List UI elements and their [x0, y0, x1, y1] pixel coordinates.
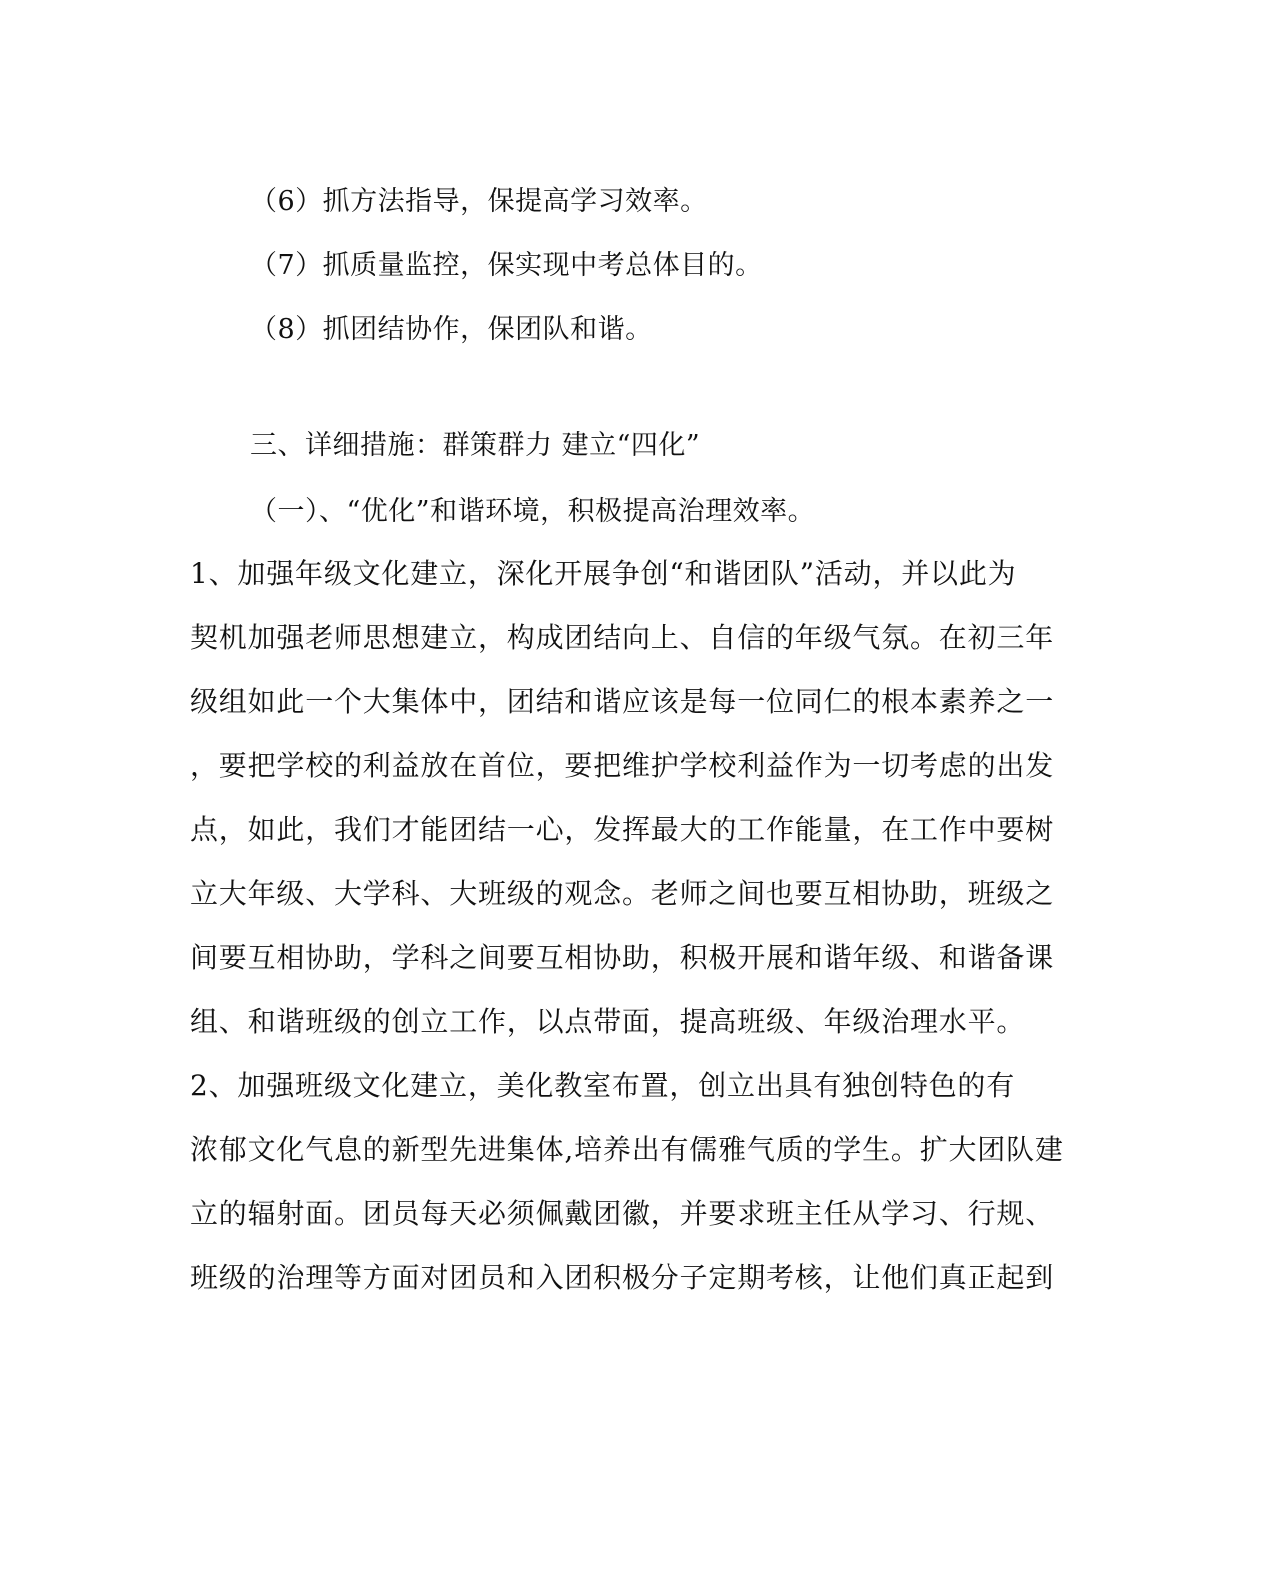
paragraph-line: 组、和谐班级的创立工作，以点带面，提高班级、年级治理水平。	[190, 1005, 1026, 1038]
paragraph-line: 点，如此，我们才能团结一心，发挥最大的工作能量，在工作中要树	[190, 813, 1055, 846]
list-item: （6）抓方法指导，保提高学习效率。	[250, 186, 708, 217]
paragraph-line: 班级的治理等方面对团员和入团积极分子定期考核，让他们真正起到	[190, 1261, 1055, 1294]
subsection-heading: （一）、“优化”和谐环境，积极提高治理效率。	[250, 496, 816, 527]
list-item: （7）抓质量监控，保实现中考总体目的。	[250, 250, 763, 281]
list-item: （8）抓团结协作，保团队和谐。	[250, 314, 653, 345]
paragraph-line: 1、加强年级文化建立，深化开展争创“和谐团队”活动，并以此为	[190, 557, 1017, 590]
paragraph-line: 契机加强老师思想建立，构成团结向上、自信的年级气氛。在初三年	[190, 621, 1055, 654]
paragraph-line: 立大年级、大学科、大班级的观念。老师之间也要互相协助，班级之	[190, 877, 1055, 910]
paragraph-line: 级组如此一个大集体中，团结和谐应该是每一位同仁的根本素养之一	[190, 685, 1055, 718]
paragraph-line: 2、加强班级文化建立，美化教室布置，创立出具有独创特色的有	[190, 1069, 1016, 1102]
paragraph-2	[190, 1054, 1070, 1310]
paragraph-line: 浓郁文化气息的新型先进集体,培养出有儒雅气质的学生。扩大团队建	[190, 1133, 1064, 1166]
paragraph-line: 立的辐射面。团员每天必须佩戴团徽，并要求班主任从学习、行规、	[190, 1197, 1055, 1230]
paragraph-line: ，要把学校的利益放在首位，要把维护学校利益作为一切考虑的出发	[190, 749, 1055, 782]
paragraph-1	[190, 542, 1070, 1054]
section-heading: 三、详细措施：群策群力 建立“四化”	[250, 430, 701, 461]
paragraph-line: 间要互相协助，学科之间要互相协助，积极开展和谐年级、和谐备课	[190, 941, 1055, 974]
goal-list	[250, 170, 1070, 362]
